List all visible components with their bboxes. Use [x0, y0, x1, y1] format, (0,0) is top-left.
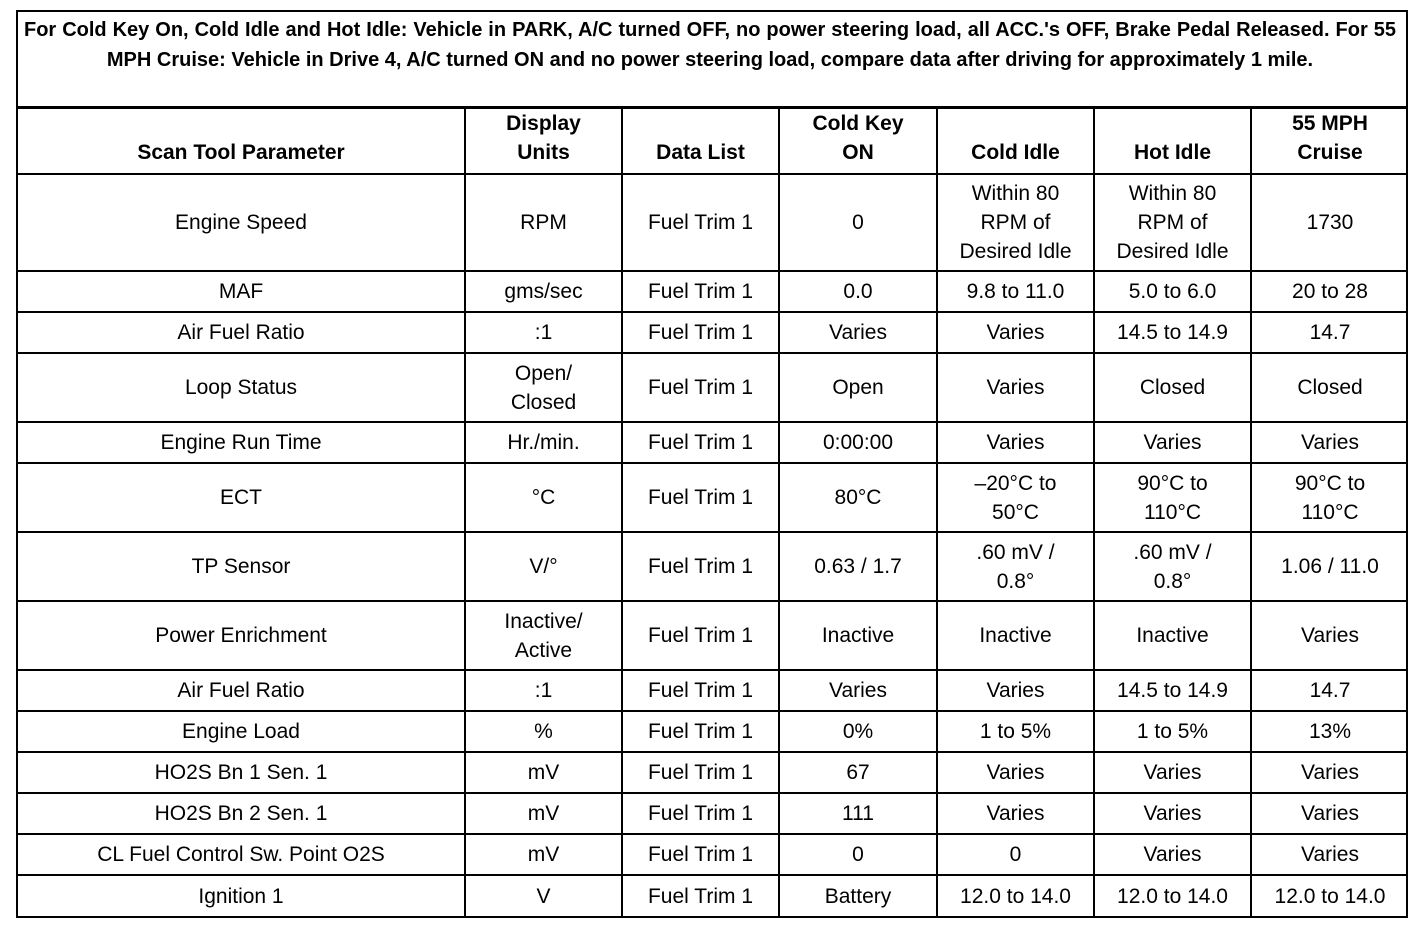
cell-text: .60 mV / 0.8° [1133, 540, 1212, 593]
cell-cold-idle [937, 422, 1094, 463]
cell-text: Varies [986, 761, 1045, 784]
cell-text: Varies [1301, 624, 1359, 647]
cell-text: 5.0 to 6.0 [1128, 280, 1217, 303]
cell-text: Varies [986, 321, 1045, 344]
table-row [18, 312, 1408, 353]
cell-text: 12.0 to 14.0 [1274, 884, 1386, 908]
cell-text: HO2S Bn 2 Sen. 1 [154, 802, 328, 825]
cell-text: mV [527, 802, 560, 825]
cell-cold-key-on [779, 601, 937, 670]
cell-text: Fuel Trim 1 [647, 679, 754, 702]
cell-cold-idle [937, 532, 1094, 601]
table-row [18, 834, 1408, 875]
cell-text: Fuel Trim 1 [647, 624, 754, 647]
cell-text: 0% [842, 720, 874, 743]
cell-units [465, 422, 622, 463]
table-row [18, 711, 1408, 752]
cell-text: Varies [829, 321, 887, 344]
cell-cold-key-on [779, 312, 937, 353]
cell-data-list [622, 312, 779, 353]
cell-text: Varies [1143, 431, 1202, 454]
cell-text: 12.0 to 14.0 [960, 884, 1071, 908]
table-row [18, 601, 1408, 670]
cell-text: Fuel Trim 1 [647, 720, 754, 743]
cell-data-list [622, 353, 779, 422]
cell-text: 1.06 / 11.0 [1281, 555, 1379, 578]
cell-text: 9.8 to 11.0 [966, 280, 1065, 303]
cell-text: Within 80 RPM of Desired Idle [1116, 182, 1229, 263]
cell-data-list [622, 793, 779, 834]
cell-data-list [622, 834, 779, 875]
cell-text: HO2S Bn 1 Sen. 1 [154, 761, 328, 784]
cell-text: Varies [1143, 843, 1202, 866]
header-scan-tool-parameter [18, 109, 465, 174]
cell-55-mph-cruise [1251, 752, 1408, 793]
conditions-note: For Cold Key On, Cold Idle and Hot Idle: Vehicle in PARK, A/C turned OFF, no power steering load, all ACC.'s OFF, Brake Pedal Released. For 55 MPH Cruise: Vehicle in Drive 4, A/C turned ON and no power steering load, compare data after driving for approximately 1 mile. [18, 12, 1406, 109]
cell-text: :1 [534, 321, 553, 344]
cell-text: °C [531, 486, 556, 509]
header-label: 55 MPH Cruise [1292, 112, 1368, 164]
cell-text: CL Fuel Control Sw. Point O2S [97, 843, 385, 866]
cell-text: 14.5 to 14.9 [1117, 679, 1228, 702]
cell-text: 0 [852, 211, 864, 234]
header-label: Cold Idle [971, 141, 1060, 164]
scan-tool-data-table [18, 109, 1408, 916]
cell-55-mph-cruise [1251, 353, 1408, 422]
cell-text: Closed [1297, 376, 1363, 399]
cell-text: 80°C [834, 486, 882, 509]
cell-units [465, 834, 622, 875]
table-row [18, 463, 1408, 532]
cell-hot-idle [1094, 601, 1251, 670]
cell-hot-idle [1094, 312, 1251, 353]
cell-text: Varies [986, 802, 1045, 825]
cell-hot-idle [1094, 711, 1251, 752]
header-label: Display Units [506, 112, 581, 164]
cell-parameter [18, 711, 465, 752]
cell-text: :1 [534, 679, 553, 702]
cell-text: Varies [1301, 431, 1359, 454]
cell-text: V/° [529, 555, 558, 578]
cell-hot-idle [1094, 174, 1251, 271]
cell-text: 90°C to 110°C [1137, 471, 1208, 524]
cell-55-mph-cruise [1251, 532, 1408, 601]
cell-text: 1 to 5% [979, 720, 1052, 743]
cell-text: Within 80 RPM of Desired Idle [959, 182, 1072, 263]
cell-text: 20 to 28 [1292, 280, 1368, 303]
cell-text: Inactive [979, 624, 1052, 647]
cell-text: 14.7 [1309, 321, 1351, 344]
cell-parameter [18, 312, 465, 353]
cell-parameter [18, 353, 465, 422]
cell-units [465, 271, 622, 312]
cell-text: Fuel Trim 1 [647, 761, 754, 784]
cell-cold-key-on [779, 875, 937, 916]
cell-parameter [18, 752, 465, 793]
cell-text: Air Fuel Ratio [177, 679, 305, 702]
cell-units [465, 875, 622, 916]
cell-text: Fuel Trim 1 [647, 280, 754, 303]
cell-cold-idle [937, 463, 1094, 532]
cell-text: 14.5 to 14.9 [1117, 321, 1228, 344]
cell-units [465, 312, 622, 353]
cell-text: Fuel Trim 1 [647, 884, 754, 908]
cell-text: Closed [1139, 376, 1206, 399]
header-display-units [465, 109, 622, 174]
cell-parameter [18, 532, 465, 601]
cell-text: Inactive/ Active [504, 609, 583, 662]
cell-parameter [18, 793, 465, 834]
cell-cold-key-on [779, 793, 937, 834]
cell-cold-idle [937, 174, 1094, 271]
table-row [18, 174, 1408, 271]
cell-cold-idle [937, 353, 1094, 422]
cell-55-mph-cruise [1251, 793, 1408, 834]
cell-hot-idle [1094, 532, 1251, 601]
cell-units [465, 752, 622, 793]
cell-text: ECT [220, 486, 262, 509]
cell-55-mph-cruise [1251, 271, 1408, 312]
cell-text: Inactive [1136, 624, 1209, 647]
cell-text: Ignition 1 [198, 884, 284, 908]
table-row [18, 353, 1408, 422]
cell-data-list [622, 422, 779, 463]
cell-units [465, 532, 622, 601]
cell-text: Fuel Trim 1 [647, 555, 754, 578]
cell-parameter [18, 601, 465, 670]
cell-data-list [622, 532, 779, 601]
cell-parameter [18, 422, 465, 463]
cell-units [465, 711, 622, 752]
table-row [18, 422, 1408, 463]
cell-text: 12.0 to 14.0 [1117, 884, 1228, 908]
cell-text: 0:00:00 [822, 431, 894, 454]
cell-hot-idle [1094, 422, 1251, 463]
table-row [18, 670, 1408, 711]
cell-cold-key-on [779, 422, 937, 463]
cell-text: Varies [986, 431, 1045, 454]
header-cold-idle [937, 109, 1094, 174]
cell-text: Fuel Trim 1 [647, 802, 754, 825]
cell-text: Loop Status [184, 376, 298, 399]
cell-hot-idle [1094, 752, 1251, 793]
cell-text: Open/ Closed [510, 361, 577, 414]
cell-text: –20°C to 50°C [974, 471, 1057, 524]
cell-text: RPM [520, 211, 567, 234]
table-row [18, 532, 1408, 601]
cell-hot-idle [1094, 793, 1251, 834]
cell-text: V [536, 884, 551, 908]
cell-55-mph-cruise [1251, 463, 1408, 532]
cell-cold-idle [937, 670, 1094, 711]
header-cold-key-on [779, 109, 937, 174]
header-label: Data List [656, 141, 745, 164]
cell-text: 90°C to 110°C [1294, 471, 1366, 524]
cell-cold-key-on [779, 463, 937, 532]
cell-parameter [18, 875, 465, 916]
cell-cold-key-on [779, 353, 937, 422]
cell-text: 111 [842, 802, 874, 825]
cell-cold-idle [937, 793, 1094, 834]
cell-cold-idle [937, 834, 1094, 875]
cell-data-list [622, 463, 779, 532]
cell-55-mph-cruise [1251, 834, 1408, 875]
cell-cold-key-on [779, 752, 937, 793]
cell-text: Varies [1301, 761, 1359, 784]
table-row [18, 752, 1408, 793]
cell-text: 0 [1009, 843, 1022, 866]
cell-data-list [622, 752, 779, 793]
cell-units [465, 670, 622, 711]
cell-cold-idle [937, 711, 1094, 752]
cell-55-mph-cruise [1251, 601, 1408, 670]
cell-text: gms/sec [504, 280, 583, 303]
cell-text: Varies [1301, 843, 1359, 866]
cell-55-mph-cruise [1251, 174, 1408, 271]
cell-text: mV [527, 761, 560, 784]
cell-55-mph-cruise [1251, 875, 1408, 916]
cell-units [465, 174, 622, 271]
cell-text: Fuel Trim 1 [647, 431, 754, 454]
table-row [18, 271, 1408, 312]
header-55-mph-cruise [1251, 109, 1408, 174]
cell-55-mph-cruise [1251, 711, 1408, 752]
header-label: Cold Key ON [812, 112, 904, 164]
header-hot-idle [1094, 109, 1251, 174]
cell-units [465, 463, 622, 532]
table-row [18, 875, 1408, 916]
cell-cold-idle [937, 271, 1094, 312]
cell-text: 1 to 5% [1136, 720, 1209, 743]
cell-text: TP Sensor [191, 555, 291, 578]
cell-text: 14.7 [1309, 679, 1351, 702]
scan-tool-data-table-container [16, 10, 1408, 918]
cell-text: 13% [1308, 720, 1352, 743]
cell-parameter [18, 271, 465, 312]
cell-data-list [622, 601, 779, 670]
table-row [18, 793, 1408, 834]
cell-text: Varies [986, 376, 1045, 399]
cell-text: Fuel Trim 1 [647, 376, 754, 399]
cell-text: Fuel Trim 1 [647, 486, 754, 509]
cell-units [465, 793, 622, 834]
cell-text: Fuel Trim 1 [647, 321, 754, 344]
cell-cold-key-on [779, 532, 937, 601]
cell-text: Power Enrichment [155, 624, 327, 647]
cell-text: Open [832, 376, 884, 399]
cell-text: MAF [218, 280, 264, 303]
cell-hot-idle [1094, 670, 1251, 711]
cell-text: Varies [1143, 761, 1202, 784]
cell-parameter [18, 834, 465, 875]
cell-units [465, 601, 622, 670]
cell-cold-key-on [779, 174, 937, 271]
cell-text: 0.0 [843, 280, 873, 303]
cell-cold-key-on [779, 834, 937, 875]
cell-text: Varies [829, 679, 887, 702]
cell-hot-idle [1094, 463, 1251, 532]
cell-55-mph-cruise [1251, 312, 1408, 353]
cell-text: Engine Speed [175, 211, 307, 234]
cell-text: Engine Load [182, 720, 300, 743]
cell-text: 1730 [1306, 211, 1354, 234]
cell-parameter [18, 463, 465, 532]
cell-text: Air Fuel Ratio [177, 321, 305, 344]
cell-text: Engine Run Time [160, 431, 322, 454]
cell-55-mph-cruise [1251, 670, 1408, 711]
cell-data-list [622, 271, 779, 312]
cell-cold-key-on [779, 711, 937, 752]
header-label: Hot Idle [1134, 141, 1211, 164]
cell-text: Varies [986, 679, 1045, 702]
cell-55-mph-cruise [1251, 422, 1408, 463]
cell-parameter [18, 174, 465, 271]
cell-hot-idle [1094, 834, 1251, 875]
cell-units [465, 353, 622, 422]
cell-text: % [534, 720, 553, 743]
cell-cold-key-on [779, 271, 937, 312]
cell-cold-idle [937, 312, 1094, 353]
cell-data-list [622, 711, 779, 752]
cell-text: mV [527, 843, 560, 866]
cell-text: 0.63 / 1.7 [814, 555, 902, 578]
header-label: Scan Tool Parameter [137, 141, 345, 164]
cell-data-list [622, 174, 779, 271]
table-body [18, 174, 1408, 916]
cell-text: Varies [1301, 802, 1359, 825]
cell-text: .60 mV / 0.8° [976, 540, 1055, 593]
cell-text: Hr./min. [507, 431, 580, 454]
cell-hot-idle [1094, 353, 1251, 422]
cell-cold-idle [937, 601, 1094, 670]
cell-text: Varies [1143, 802, 1202, 825]
cell-cold-idle [937, 875, 1094, 916]
cell-data-list [622, 875, 779, 916]
cell-hot-idle [1094, 875, 1251, 916]
cell-text: Fuel Trim 1 [647, 843, 754, 866]
cell-parameter [18, 670, 465, 711]
cell-text: Inactive [821, 624, 895, 647]
cell-text: Fuel Trim 1 [647, 211, 754, 234]
cell-text: 67 [846, 761, 870, 784]
cell-text: Battery [824, 884, 892, 908]
cell-data-list [622, 670, 779, 711]
cell-hot-idle [1094, 271, 1251, 312]
header-data-list [622, 109, 779, 174]
cell-text: 0 [852, 843, 864, 866]
header-row [18, 109, 1408, 174]
cell-cold-key-on [779, 670, 937, 711]
cell-cold-idle [937, 752, 1094, 793]
